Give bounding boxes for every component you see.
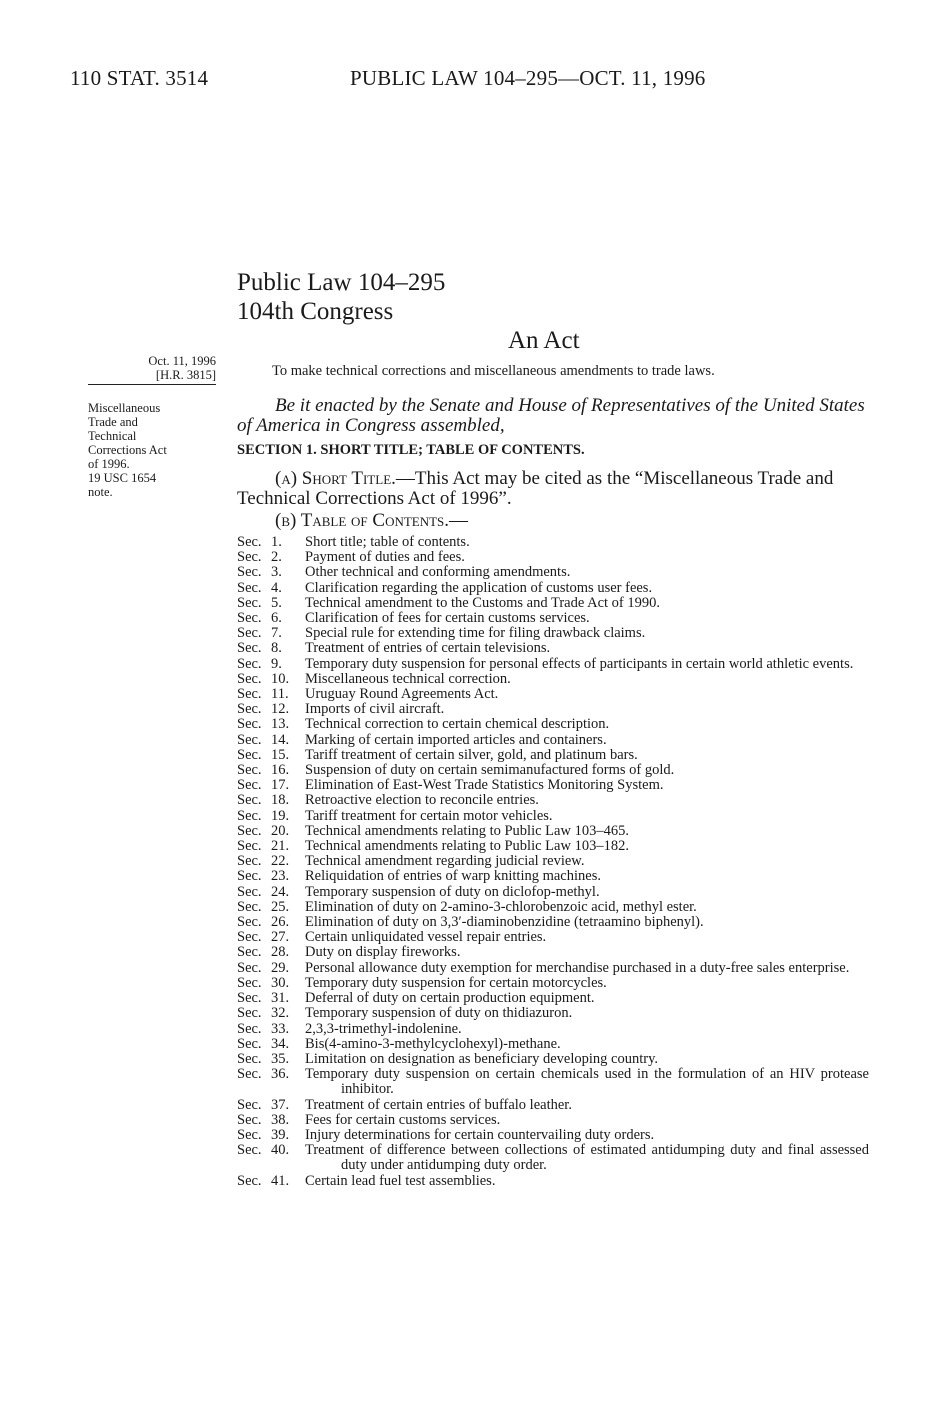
toc-entry: [237, 565, 869, 580]
toc-sec-label: Sec.: [237, 1066, 262, 1083]
toc-sec-title: Special rule for extending time for filing drawback claims.: [305, 625, 646, 642]
toc-sec-number: 32.: [271, 1005, 290, 1022]
toc-sec-label: Sec.: [237, 777, 262, 794]
toc-sec-label: Sec.: [237, 1005, 262, 1022]
toc-sec-title: Short title; table of contents.: [305, 534, 470, 550]
margin-note-line: note.: [88, 485, 113, 499]
toc-entry: [237, 626, 869, 641]
subsection-a-label: (a) Short Title.: [275, 468, 396, 489]
toc-sec-label: Sec.: [237, 1172, 262, 1189]
toc-sec-title: Retroactive election to reconcile entries.: [305, 792, 539, 809]
toc-sec-title: Temporary suspension of duty on thidiazuron.: [305, 1005, 573, 1022]
toc-entry: [237, 854, 869, 869]
toc-sec-label: Sec.: [237, 579, 262, 596]
enacting-clause: Be it enacted by the Senate and House of Representatives of the United States of America in Congress assembled,: [237, 395, 865, 436]
subsection-table-of-contents: [275, 510, 468, 532]
toc-sec-label: Sec.: [237, 914, 262, 931]
toc-entry: [237, 550, 869, 565]
toc-sec-title: 2,3,3-trimethyl-indolenine.: [305, 1020, 462, 1037]
toc-sec-label: Sec.: [237, 838, 262, 855]
toc-sec-number: 12.: [271, 701, 290, 718]
toc-sec-label: Sec.: [237, 792, 262, 809]
toc-entry: [237, 976, 869, 991]
toc-sec-label: Sec.: [237, 1050, 262, 1067]
toc-entry: [237, 900, 869, 915]
toc-sec-label: Sec.: [237, 625, 262, 642]
toc-entry: [237, 778, 869, 793]
toc-sec-label: Sec.: [237, 1142, 262, 1159]
toc-sec-label: Sec.: [237, 898, 262, 915]
toc-entry: [237, 657, 869, 672]
toc-entry: [237, 733, 869, 748]
toc-sec-title: Injury determinations for certain countervailing duty orders.: [305, 1126, 655, 1143]
toc-sec-label: Sec.: [237, 929, 262, 946]
toc-entry: [237, 1174, 869, 1189]
toc-sec-label: Sec.: [237, 1126, 262, 1143]
toc-entry: [237, 1052, 869, 1067]
toc-sec-title: Fees for certain customs services.: [305, 1111, 501, 1128]
toc-sec-label: Sec.: [237, 822, 262, 839]
toc-sec-number: 2.: [271, 549, 282, 566]
toc-sec-label: Sec.: [237, 959, 262, 976]
toc-sec-number: 16.: [271, 762, 290, 779]
subsection-b-label: (b) Table of Contents.: [275, 510, 450, 531]
toc-entry: [237, 535, 869, 550]
toc-entry: [237, 702, 869, 717]
toc-sec-number: 20.: [271, 822, 290, 839]
margin-bill-number: [H.R. 3815]: [88, 368, 216, 385]
toc-sec-title: Temporary duty suspension on certain chemicals used in the formulation of an HIV protease inhibitor.: [305, 1066, 869, 1098]
toc-sec-number: 37.: [271, 1096, 290, 1113]
toc-entry: [237, 1098, 869, 1113]
margin-note-line: Technical: [88, 429, 137, 443]
toc-entry: [237, 1006, 869, 1021]
toc-entry: [237, 672, 869, 687]
toc-sec-number: 30.: [271, 974, 290, 991]
toc-entry: [237, 1022, 869, 1037]
toc-entry: [237, 1143, 869, 1173]
margin-date: Oct. 11, 1996: [148, 354, 216, 368]
toc-entry: [237, 915, 869, 930]
toc-sec-title: Personal allowance duty exemption for merchandise purchased in a duty-free sales enterprise.: [305, 959, 850, 976]
toc-sec-title: Temporary duty suspension for personal effects of participants in certain world athletic events.: [305, 655, 854, 672]
margin-note-line: Corrections Act: [88, 443, 167, 457]
toc-sec-number: 8.: [271, 640, 282, 657]
toc-sec-number: 10.: [271, 670, 290, 687]
toc-sec-label: Sec.: [237, 716, 262, 733]
toc-sec-title: Elimination of duty on 3,3′-diaminobenzidine (tetraamino biphenyl).: [305, 914, 704, 931]
toc-sec-title: Tariff treatment of certain silver, gold, and platinum bars.: [305, 746, 638, 763]
toc-sec-title: Technical correction to certain chemical description.: [305, 716, 610, 733]
toc-entry: [237, 824, 869, 839]
statute-page-number: 110 STAT. 3514: [70, 66, 209, 90]
toc-sec-title: Certain lead fuel test assemblies.: [305, 1172, 496, 1189]
toc-sec-label: Sec.: [237, 868, 262, 885]
toc-sec-number: 7.: [271, 625, 282, 642]
toc-sec-label: Sec.: [237, 1035, 262, 1052]
toc-sec-label: Sec.: [237, 670, 262, 687]
toc-sec-title: Payment of duties and fees.: [305, 549, 465, 566]
toc-sec-title: Suspension of duty on certain semimanufactured forms of gold.: [305, 762, 675, 779]
toc-sec-title: Imports of civil aircraft.: [305, 701, 445, 718]
toc-entry: [237, 763, 869, 778]
subsection-a-text: —This Act may be cited as the “Miscellaneous Trade and Technical Corrections Act of 1996”.: [237, 468, 834, 509]
margin-notes: [88, 354, 216, 499]
toc-sec-title: Technical amendments relating to Public Law 103–465.: [305, 822, 629, 839]
margin-note-list: [88, 401, 216, 499]
toc-sec-title: Technical amendments relating to Public Law 103–182.: [305, 838, 629, 855]
toc-sec-title: Temporary duty suspension for certain motorcycles.: [305, 974, 607, 991]
toc-sec-label: Sec.: [237, 746, 262, 763]
toc-sec-number: 11.: [271, 686, 289, 703]
toc-sec-number: 13.: [271, 716, 290, 733]
toc-sec-title: Other technical and conforming amendments.: [305, 564, 571, 581]
toc-sec-title: Duty on display fireworks.: [305, 944, 461, 961]
toc-sec-title: Tariff treatment for certain motor vehicles.: [305, 807, 553, 824]
toc-sec-label: Sec.: [237, 974, 262, 991]
toc-sec-number: 34.: [271, 1035, 290, 1052]
subsection-b-dash: —: [449, 510, 469, 531]
toc-sec-number: 40.: [271, 1142, 290, 1159]
toc-sec-title: Elimination of East-West Trade Statistics Monitoring System.: [305, 777, 664, 794]
toc-sec-label: Sec.: [237, 1096, 262, 1113]
toc-sec-label: Sec.: [237, 686, 262, 703]
margin-note-line: Trade and: [88, 415, 138, 429]
toc-sec-title: Clarification regarding the application of customs user fees.: [305, 579, 653, 596]
toc-sec-label: Sec.: [237, 534, 262, 550]
toc-entry: [237, 1067, 869, 1097]
toc-entry: [237, 793, 869, 808]
law-title-block: [237, 268, 445, 326]
toc-sec-title: Clarification of fees for certain customs services.: [305, 610, 590, 627]
toc-sec-number: 6.: [271, 610, 282, 627]
toc-sec-number: 15.: [271, 746, 290, 763]
toc-sec-title: Treatment of difference between collections of estimated antidumping duty and final assessed duty under antidumping duty order.: [305, 1142, 869, 1174]
toc-sec-label: Sec.: [237, 883, 262, 900]
public-law-number: Public Law 104–295: [237, 269, 446, 296]
margin-note-line: Miscellaneous: [88, 401, 161, 415]
subsection-short-title: [237, 469, 869, 509]
toc-sec-title: Certain unliquidated vessel repair entries.: [305, 929, 547, 946]
toc-sec-title: Limitation on designation as beneficiary developing country.: [305, 1050, 659, 1067]
section-1-heading: SECTION 1. SHORT TITLE; TABLE OF CONTENTS.: [237, 442, 585, 458]
toc-sec-number: 4.: [271, 579, 282, 596]
toc-entry: [237, 687, 869, 702]
toc-entry: [237, 945, 869, 960]
toc-entry: [237, 581, 869, 596]
toc-entry: [237, 930, 869, 945]
toc-sec-number: 33.: [271, 1020, 290, 1037]
toc-sec-number: 31.: [271, 990, 290, 1007]
toc-sec-label: Sec.: [237, 853, 262, 870]
toc-sec-number: 25.: [271, 898, 290, 915]
toc-sec-number: 28.: [271, 944, 290, 961]
toc-sec-label: Sec.: [237, 564, 262, 581]
toc-sec-title: Deferral of duty on certain production equipment.: [305, 990, 595, 1007]
toc-entry: [237, 991, 869, 1006]
toc-sec-label: Sec.: [237, 944, 262, 961]
margin-note-line: 19 USC 1654: [88, 471, 157, 485]
toc-entry: [237, 961, 869, 976]
toc-sec-number: 27.: [271, 929, 290, 946]
toc-sec-number: 35.: [271, 1050, 290, 1067]
toc-sec-label: Sec.: [237, 731, 262, 748]
toc-entry: [237, 809, 869, 824]
toc-entry: [237, 596, 869, 611]
toc-sec-title: Bis(4-amino-3-methylcyclohexyl)-methane.: [305, 1035, 561, 1052]
congress-number: 104th Congress: [237, 298, 394, 325]
table-of-contents: [237, 535, 869, 1189]
toc-sec-label: Sec.: [237, 701, 262, 718]
public-law-date-header: PUBLIC LAW 104–295—OCT. 11, 1996: [350, 66, 706, 90]
toc-sec-number: 41.: [271, 1172, 290, 1189]
an-act-heading: An Act: [508, 327, 580, 354]
toc-sec-number: 21.: [271, 838, 290, 855]
toc-sec-label: Sec.: [237, 807, 262, 824]
toc-sec-title: Miscellaneous technical correction.: [305, 670, 511, 687]
toc-sec-number: 9.: [271, 655, 282, 672]
toc-sec-title: Elimination of duty on 2-amino-3-chlorobenzoic acid, methyl ester.: [305, 898, 697, 915]
toc-sec-number: 3.: [271, 564, 282, 581]
toc-sec-label: Sec.: [237, 594, 262, 611]
toc-sec-number: 38.: [271, 1111, 290, 1128]
toc-sec-number: 14.: [271, 731, 290, 748]
purpose-statement: To make technical corrections and miscellaneous amendments to trade laws.: [272, 363, 715, 379]
toc-sec-title: Marking of certain imported articles and containers.: [305, 731, 607, 748]
toc-sec-label: Sec.: [237, 640, 262, 657]
toc-entry: [237, 611, 869, 626]
toc-sec-number: 29.: [271, 959, 290, 976]
toc-entry: [237, 839, 869, 854]
toc-sec-number: 39.: [271, 1126, 290, 1143]
toc-sec-number: 22.: [271, 853, 290, 870]
toc-sec-title: Treatment of certain entries of buffalo leather.: [305, 1096, 572, 1113]
toc-sec-number: 1.: [271, 534, 282, 550]
toc-sec-number: 24.: [271, 883, 290, 900]
toc-sec-label: Sec.: [237, 1111, 262, 1128]
toc-sec-label: Sec.: [237, 762, 262, 779]
toc-entry: [237, 717, 869, 732]
toc-sec-label: Sec.: [237, 549, 262, 566]
toc-entry: [237, 1113, 869, 1128]
toc-sec-label: Sec.: [237, 990, 262, 1007]
toc-sec-title: Temporary suspension of duty on diclofop-methyl.: [305, 883, 600, 900]
toc-entry: [237, 748, 869, 763]
toc-sec-number: 18.: [271, 792, 290, 809]
toc-sec-number: 23.: [271, 868, 290, 885]
toc-entry: [237, 1037, 869, 1052]
toc-sec-title: Treatment of entries of certain televisions.: [305, 640, 551, 657]
toc-sec-number: 26.: [271, 914, 290, 931]
toc-sec-title: Technical amendment to the Customs and Trade Act of 1990.: [305, 594, 660, 611]
toc-sec-number: 36.: [271, 1066, 290, 1083]
toc-sec-label: Sec.: [237, 610, 262, 627]
toc-sec-title: Reliquidation of entries of warp knitting machines.: [305, 868, 601, 885]
toc-sec-title: Uruguay Round Agreements Act.: [305, 686, 499, 703]
toc-entry: [237, 641, 869, 656]
toc-sec-title: Technical amendment regarding judicial review.: [305, 853, 585, 870]
toc-entry: [237, 1128, 869, 1143]
margin-note-line: of 1996.: [88, 457, 130, 471]
toc-entry: [237, 885, 869, 900]
toc-entry: [237, 869, 869, 884]
toc-sec-label: Sec.: [237, 1020, 262, 1037]
toc-sec-number: 5.: [271, 594, 282, 611]
toc-sec-number: 19.: [271, 807, 290, 824]
toc-sec-number: 17.: [271, 777, 290, 794]
toc-sec-label: Sec.: [237, 655, 262, 672]
